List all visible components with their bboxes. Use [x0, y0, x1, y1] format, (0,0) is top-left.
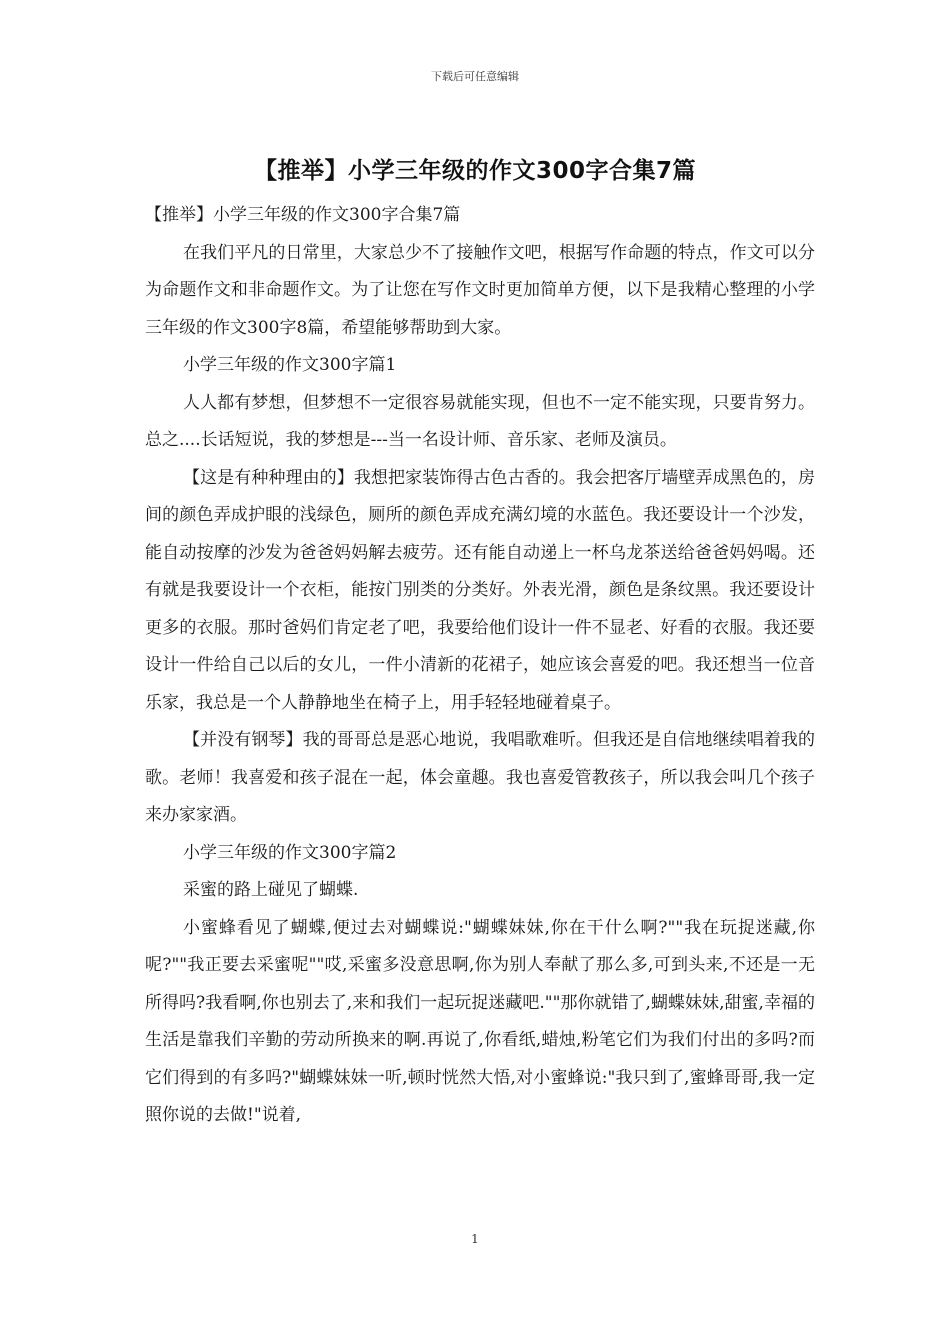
- page-header-note: 下载后可任意编辑: [431, 70, 519, 83]
- section-heading-1: 小学三年级的作文300字篇1: [183, 355, 397, 375]
- document-body: [145, 197, 815, 1135]
- paragraph-music-teacher: 【并没有钢琴】我的哥哥总是恶心地说，我唱歌难听。但我还是自信地继续唱着我的歌。老师！我喜爱和孩子混在一起，体会童趣。我也喜爱管教孩子，所以我会叫几个孩子来办家家酒。: [145, 730, 815, 825]
- page-number: 1: [471, 1232, 479, 1246]
- paragraph-bee-intro: 采蜜的路上碰见了蝴蝶.: [183, 880, 359, 900]
- intro-paragraph: 在我们平凡的日常里，大家总少不了接触作文吧，根据写作命题的特点，作文可以分为命题作文和非命题作文。为了让您在写作文时更加简单方便，以下是我精心整理的小学三年级的作文300字8篇，希望能够帮助到大家。: [145, 242, 815, 338]
- paragraph-dream: 人人都有梦想，但梦想不一定很容易就能实现，但也不一定不能实现，只要肯努力。总之....长话短说，我的梦想是---当一名设计师、音乐家、老师及演员。: [145, 392, 815, 450]
- document-subtitle: 【推举】小学三年级的作文300字合集7篇: [145, 205, 461, 225]
- document-title: 【推举】小学三年级的作文300字合集7篇: [253, 158, 696, 184]
- paragraph-designer: 【这是有种种理由的】我想把家装饰得古色古香的。我会把客厅墙壁弄成黑色的，房间的颜色弄成护眼的浅绿色，厕所的颜色弄成充满幻境的水蓝色。我还要设计一个沙发，能自动按摩的沙发为爸爸妈妈解去疲劳。还有能自动递上一杯乌龙茶送给爸爸妈妈喝。还有就是我要设计一个衣柜，能按门别类的分类好。外表光滑，颜色是条纹黑。我还要设计更多的衣服。那时爸妈们肯定老了吧，我要给他们设计一件不显老、好看的衣服。我还要设计一件给自己以后的女儿，一件小清新的花裙子，她应该会喜爱的吧。我还想当一位音乐家，我总是一个人静静地坐在椅子上，用手轻轻地碰着桌子。: [145, 467, 815, 713]
- paragraph-bee-story: 小蜜蜂看见了蝴蝶,便过去对蝴蝶说:"蝴蝶妹妹,你在干什么啊?""我在玩捉迷藏,你呢?""我正要去采蜜呢""哎,采蜜多没意思啊,你为别人奉献了那么多,可到头来,不还是一无所得吗?我看啊,你也别去了,来和我们一起玩捉迷藏吧.""那你就错了,蝴蝶妹妹,甜蜜,幸福的生活是靠我们辛勤的劳动所换来的啊.再说了,你看纸,蜡烛,粉笔它们为我们付出的多吗?而它们得到的有多吗?"蝴蝶妹妹一听,顿时恍然大悟,对小蜜蜂说:"我只到了,蜜蜂哥哥,我一定照你说的去做!"说着,: [145, 917, 815, 1125]
- section-heading-2: 小学三年级的作文300字篇2: [183, 842, 397, 863]
